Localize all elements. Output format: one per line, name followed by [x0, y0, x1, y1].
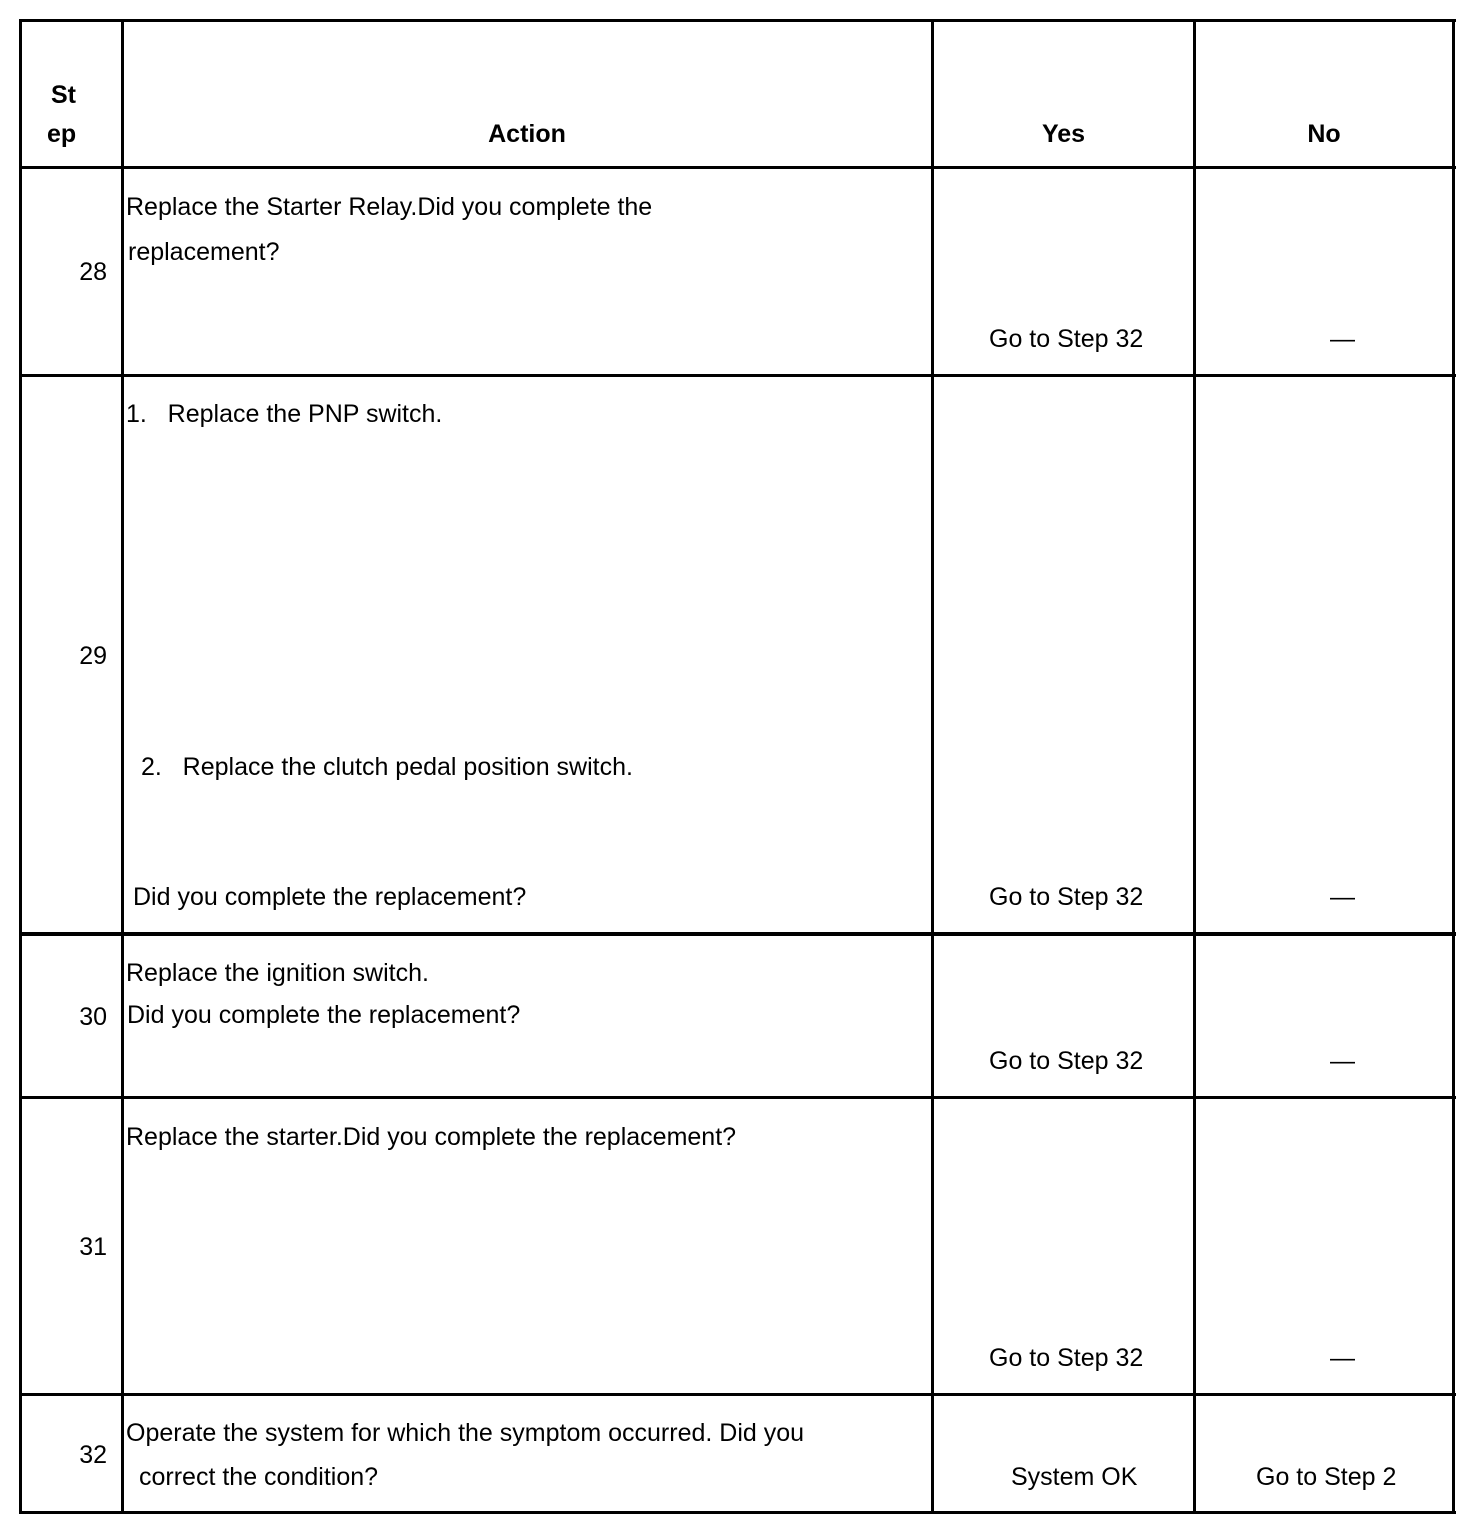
column-divider-yes	[1193, 19, 1196, 1514]
no-32: Go to Step 2	[1256, 1463, 1397, 1491]
row-divider-28-29	[19, 374, 1456, 377]
row-divider-30-31	[19, 1096, 1456, 1099]
header-no: No	[1307, 120, 1341, 148]
action-32-line2: correct the condition?	[139, 1463, 379, 1491]
action-29-question: Did you complete the replacement?	[133, 883, 527, 911]
step-number-32: 32	[79, 1441, 107, 1469]
yes-28: Go to Step 32	[989, 325, 1144, 353]
yes-31: Go to Step 32	[989, 1344, 1144, 1372]
action-30-line1: Replace the ignition switch.	[126, 959, 429, 987]
no-28: —	[1330, 325, 1355, 353]
yes-32: System OK	[1011, 1463, 1138, 1491]
column-divider-step	[121, 19, 124, 1514]
action-28-line2: replacement?	[128, 238, 280, 266]
step-number-31: 31	[79, 1233, 107, 1261]
yes-29: Go to Step 32	[989, 883, 1144, 911]
action-30-line2: Did you complete the replacement?	[127, 1001, 521, 1029]
action-29-item2: 2. Replace the clutch pedal position switch.	[141, 753, 633, 781]
row-divider-29-30	[19, 932, 1456, 936]
step-number-28: 28	[79, 258, 107, 286]
yes-30: Go to Step 32	[989, 1047, 1144, 1075]
no-30: —	[1330, 1047, 1355, 1075]
no-29: —	[1330, 883, 1355, 911]
step-number-29: 29	[79, 642, 107, 670]
action-31-line1: Replace the starter.Did you complete the replacement?	[126, 1123, 737, 1151]
table-border-left	[19, 19, 22, 1514]
header-step-line2: ep	[47, 120, 77, 148]
no-31: —	[1330, 1344, 1355, 1372]
action-28-line1: Replace the Starter Relay.Did you complete the	[126, 193, 653, 221]
action-32-line1: Operate the system for which the symptom occurred. Did you	[126, 1419, 805, 1447]
row-divider-31-32	[19, 1393, 1456, 1396]
step-number-30: 30	[79, 1003, 107, 1031]
header-step-line1: St	[51, 81, 76, 109]
table-border-top	[19, 19, 1456, 22]
action-29-item1: 1. Replace the PNP switch.	[126, 400, 443, 428]
table-border-right	[1452, 19, 1455, 1514]
header-action: Action	[488, 120, 566, 148]
header-divider	[19, 166, 1456, 169]
column-divider-action	[931, 19, 934, 1514]
table-border-bottom	[19, 1511, 1456, 1514]
header-yes: Yes	[1041, 120, 1086, 148]
